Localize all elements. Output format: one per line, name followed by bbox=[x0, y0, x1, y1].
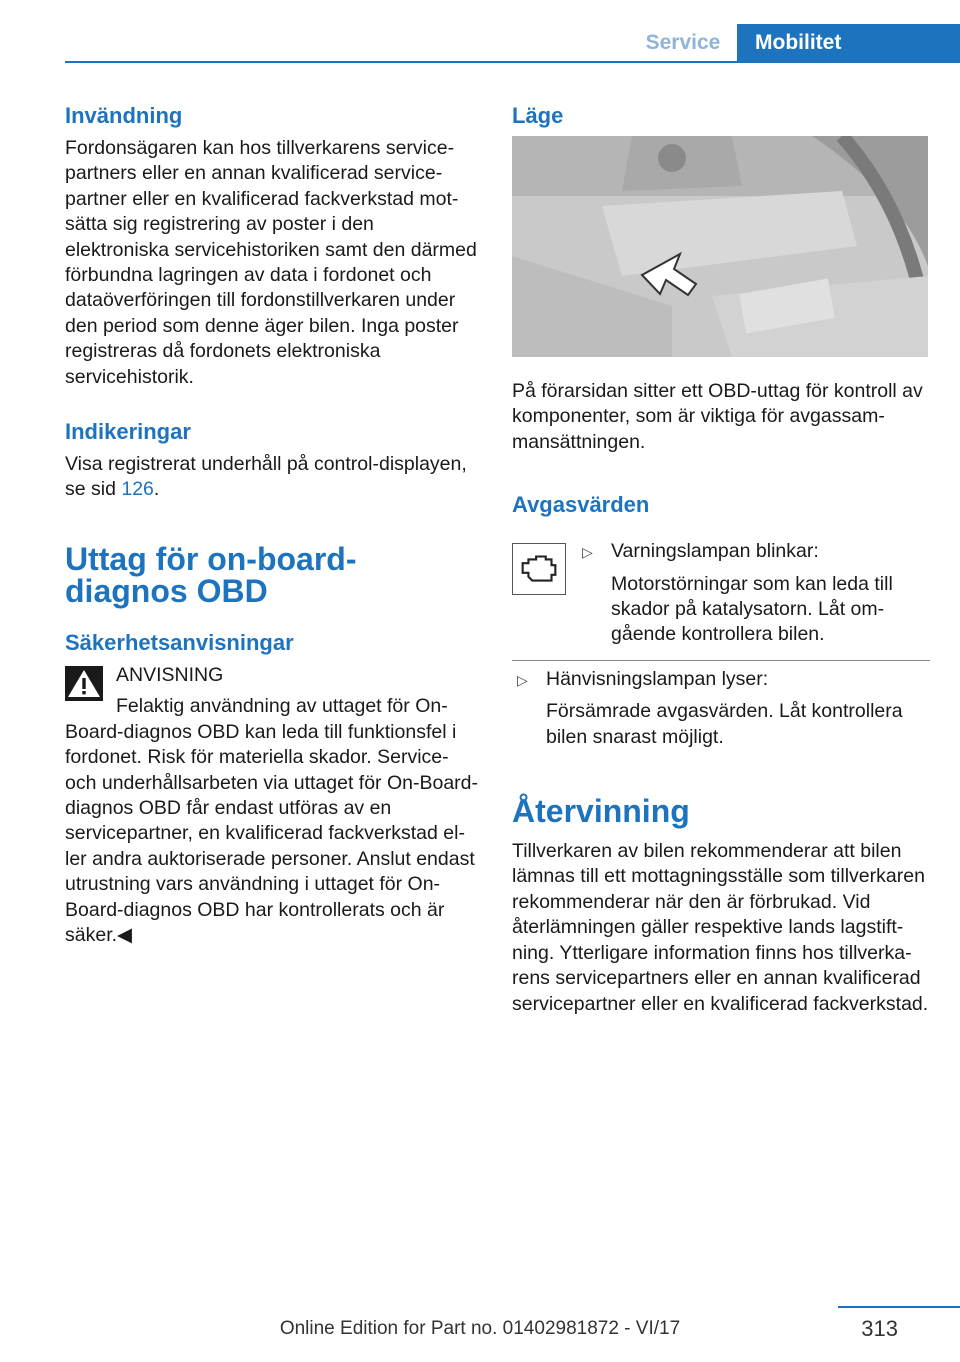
edition-footer: Online Edition for Part no. 01402981872 - VI/17 bbox=[279, 1318, 681, 1339]
engine-warning-icon bbox=[512, 543, 566, 595]
chapter-title-obd: Uttag för on-board-diagnos OBD bbox=[65, 540, 357, 609]
section-title-invandning: Invändning bbox=[65, 103, 183, 128]
right-column bbox=[512, 100, 930, 1017]
list-item bbox=[512, 661, 930, 750]
page-number: 313 bbox=[861, 1316, 898, 1341]
item-desc: Försämrade avgasvärden. Låt kontrollera bilen snarast möjligt. bbox=[546, 700, 903, 748]
left-column bbox=[65, 100, 478, 948]
header-rule bbox=[65, 61, 960, 63]
indikeringar-text bbox=[65, 452, 478, 503]
page-link[interactable]: 126 bbox=[121, 478, 154, 501]
item-label: Hänvisningslampan lyser: bbox=[546, 667, 769, 690]
warning-text: Felaktig användning av uttaget för On-Board-diagnos OBD kan leda till funktionsfel i fordonet. Risk för materiella skador. Service- och underhållsarbeten via uttaget för On-Board-diagnos OBD får endast utföras av en servicepartner, en kvalificerad fackverkstad eller andra auktoriserade personer. Anslut endast utrustning vars användning i uttaget för On-Board-diagnos OBD har kontrollerats och är säker.◀ bbox=[65, 695, 478, 946]
bullet-icon: ▷ bbox=[517, 671, 528, 688]
warning-box bbox=[65, 663, 478, 948]
section-title-avgas: Avgasvärden bbox=[512, 492, 650, 518]
obd-location-photo bbox=[512, 136, 928, 357]
indikeringar-end: . bbox=[153, 478, 160, 501]
item-desc: Motorstörningar som kan leda till skador på katalysatorn. Låt omgående kontrollera bilen. bbox=[611, 572, 893, 646]
section-title-lage: Läge bbox=[512, 103, 564, 128]
section-title-sakerhet: Säkerhetsanvisningar bbox=[65, 629, 294, 655]
bullet-icon: ▷ bbox=[582, 544, 593, 561]
section-title-indikeringar: Indikeringar bbox=[65, 419, 191, 445]
tab-service[interactable]: Service bbox=[645, 30, 721, 54]
lage-text: På förarsidan sitter ett OBD-uttag för kontroll av komponenter, som är viktiga för avgassammansättningen. bbox=[512, 380, 923, 453]
warning-label: ANVISNING bbox=[116, 663, 224, 686]
chapter-title-atervinning: Återvinning bbox=[512, 793, 690, 830]
tab-mobilitet[interactable]: Mobilitet bbox=[737, 24, 960, 61]
atervinning-text: Tillverkaren av bilen rekommenderar att bilen lämnas till ett mottagningsställe som tillverkaren rekommenderar när den är förbrukad. Vid återlämningen gäller respektive lands lagstiftning. Ytterligare information finns hos tillverkarens servicepartners eller en annan kvalificerad servicepartner eller en kvalificerad fackverkstad. bbox=[512, 840, 929, 1015]
indikeringar-body: Visa registrerat underhåll på control-displayen, se sid bbox=[65, 453, 467, 501]
invandning-text: Fordonsägaren kan hos tillverkarens servicepartners eller en annan kvalificerad servicepartner eller en kvalificerad fackverkstad motsätta sig registrering av poster i den elektroniska servicehistoriken samt den därmed förbundna lagringen av data i fordonet och dataöverföringen till fordonstillverkaren under den period som denne äger bilen. Inga poster registreras då fordonets elektroniska servicehistorik. bbox=[65, 137, 477, 388]
item-label: Varningslampan blinkar: bbox=[611, 540, 819, 563]
footer-rule bbox=[838, 1306, 960, 1308]
list-item bbox=[512, 539, 930, 660]
warning-triangle-icon bbox=[65, 666, 103, 701]
